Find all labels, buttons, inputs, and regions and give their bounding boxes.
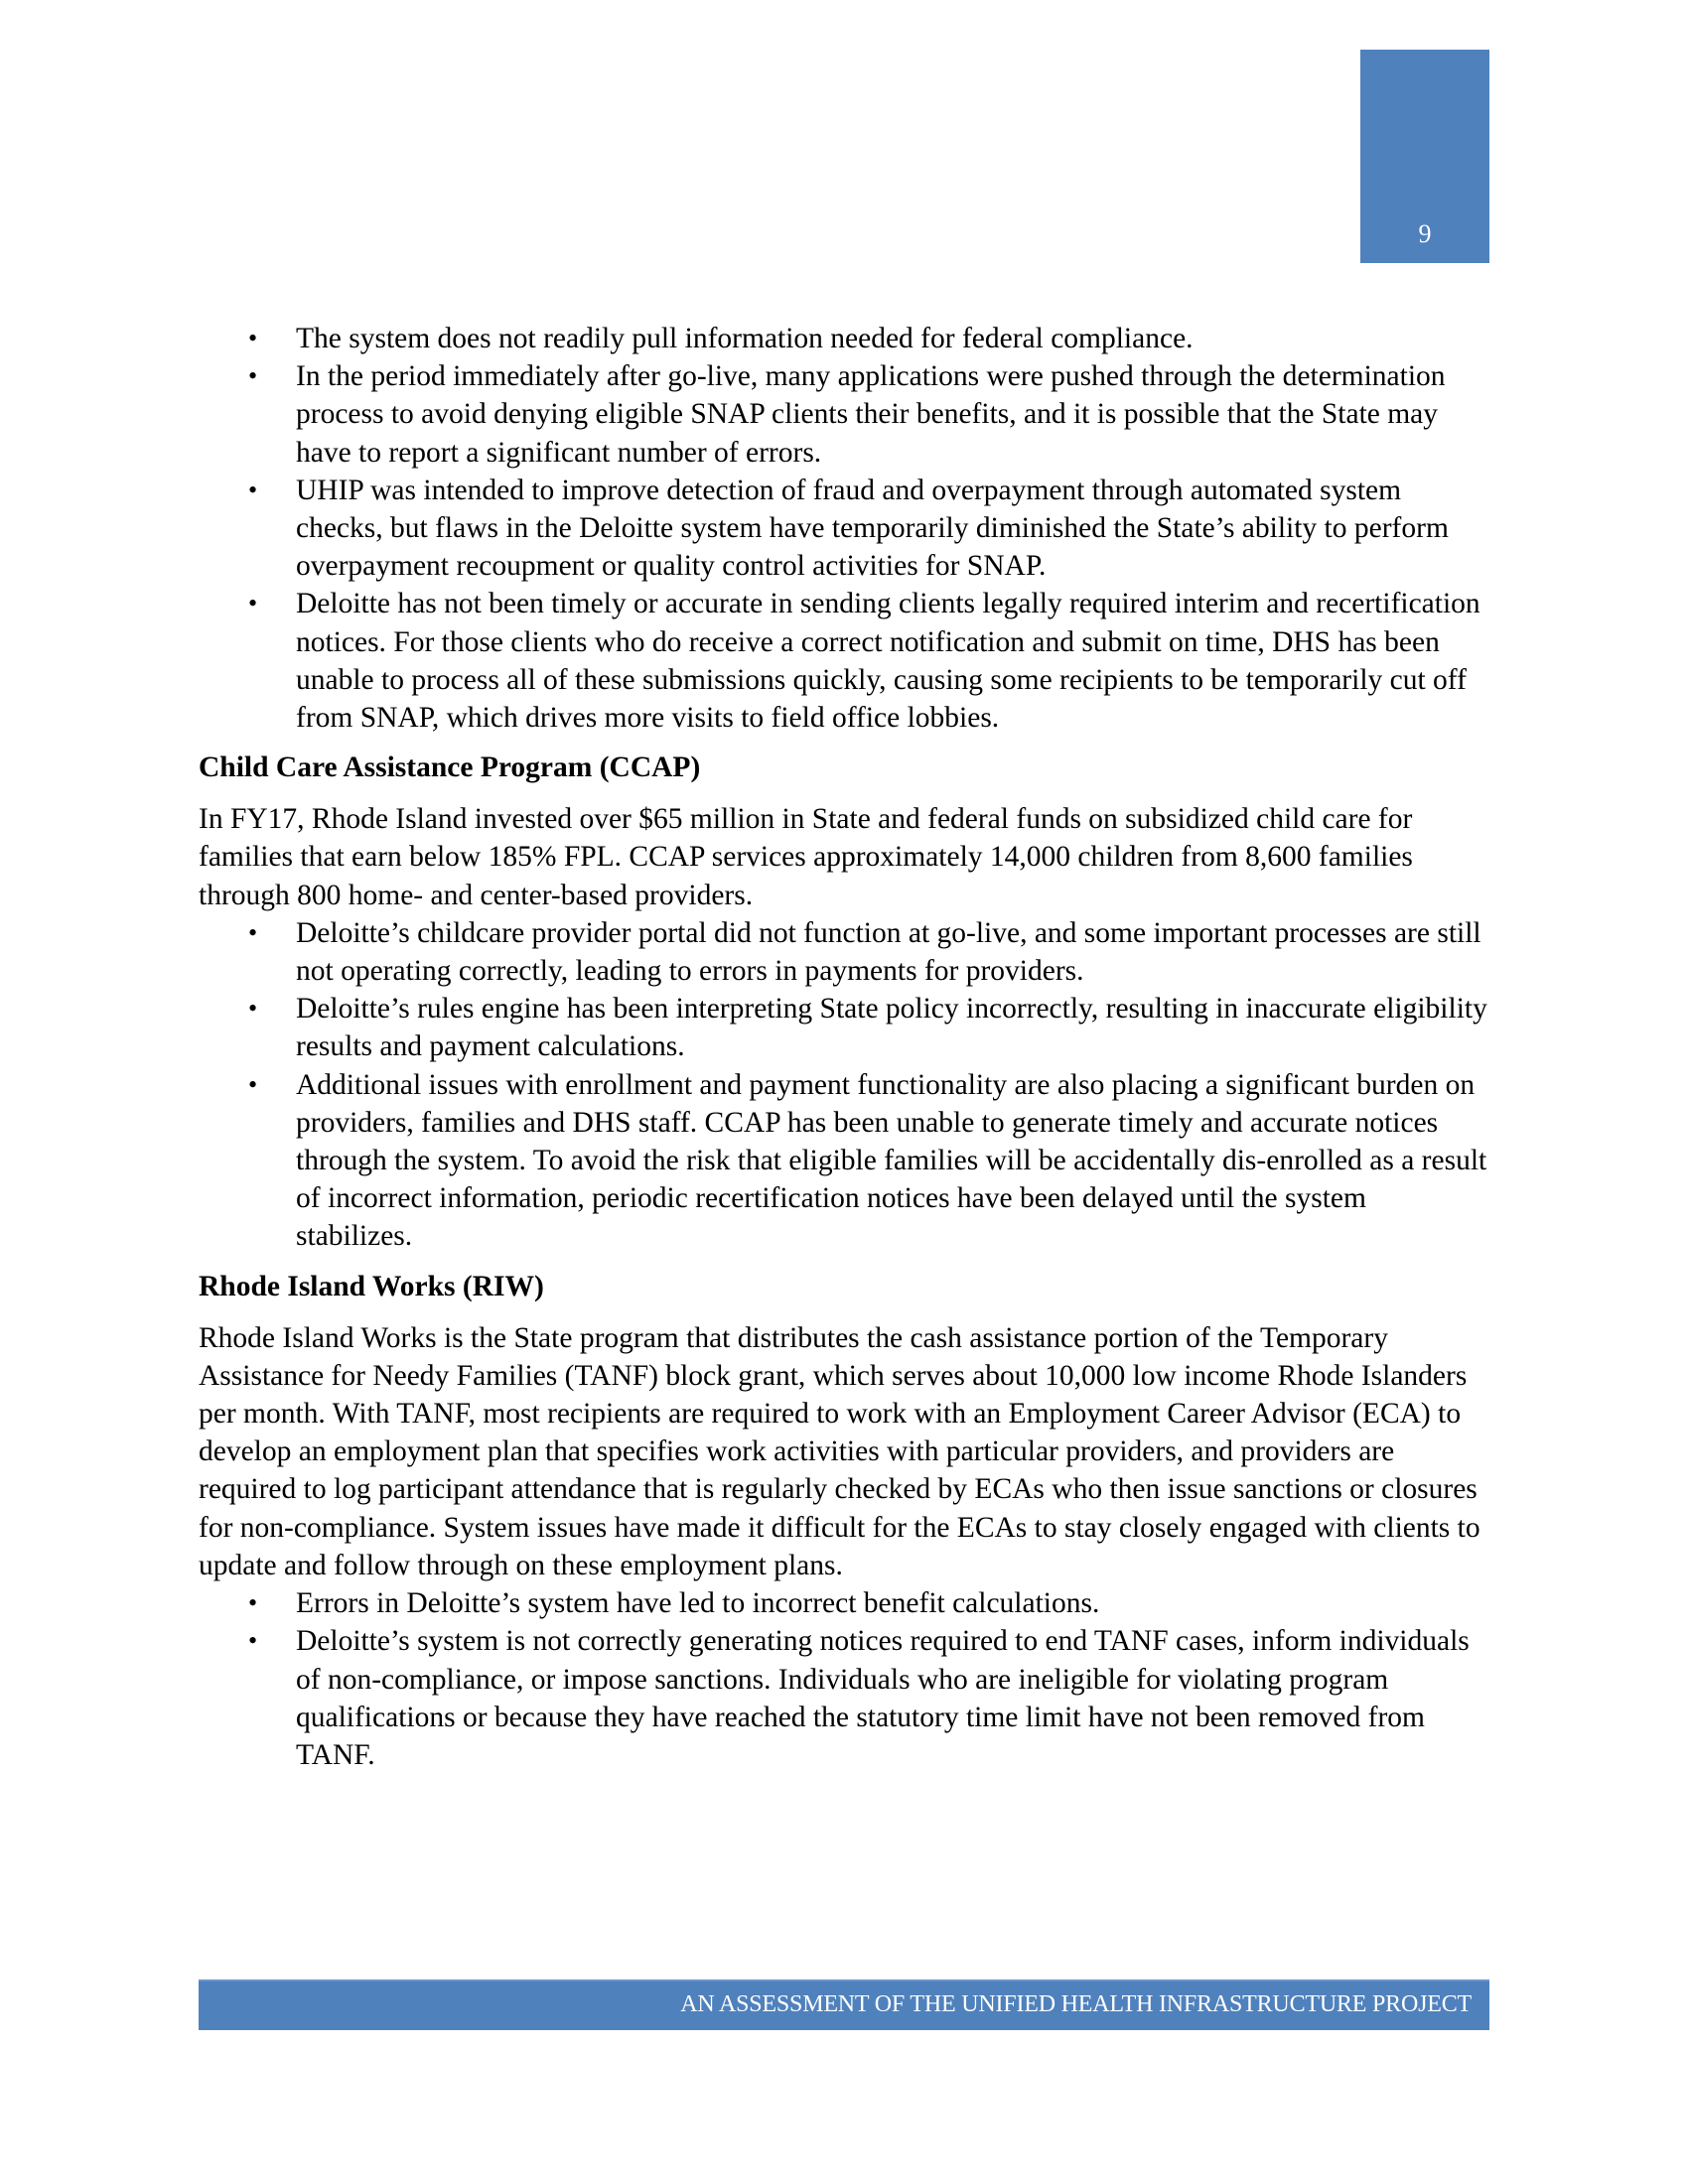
list-item	[199, 1584, 1489, 1622]
bullet-icon: •	[248, 1069, 258, 1099]
list-item-text: Errors in Deloitte’s system have led to incorrect benefit calculations.	[296, 1587, 1100, 1620]
footer-bar	[199, 1979, 1489, 2030]
bullet-icon: •	[248, 1588, 258, 1618]
bullet-icon: •	[248, 475, 258, 504]
list-item	[199, 1066, 1489, 1256]
page-number: 9	[1418, 219, 1432, 248]
bullet-icon: •	[248, 1626, 258, 1656]
list-item	[199, 990, 1489, 1065]
riw-heading: Rhode Island Works (RIW)	[199, 1270, 544, 1302]
ccap-paragraph: In FY17, Rhode Island invested over $65 million in State and federal funds on subsidized child care for families that earn below 185% FPL. CCAP services approximately 14,000 children from 8,600 families through 800 home- and center-based providers.	[199, 803, 1413, 911]
bullet-icon: •	[248, 324, 258, 352]
list-item-text: Deloitte’s rules engine has been interpreting State policy incorrectly, resulting in inaccurate eligibility results and payment calculations.	[296, 993, 1487, 1063]
list-item	[199, 357, 1489, 472]
bullet-icon: •	[248, 361, 258, 391]
snap-bullet-list	[199, 320, 1489, 737]
ccap-bullet-list	[199, 914, 1489, 1256]
list-item-text: Deloitte’s system is not correctly generating notices required to end TANF cases, inform individuals of non-compliance, or impose sanctions. Individuals who are ineligible for violating program qualifications or because they have reached the statutory time limit have not been removed from TANF.	[296, 1625, 1470, 1771]
list-item-text: Deloitte has not been timely or accurate in sending clients legally required interim and recertification notices. For those clients who do receive a correct notification and submit on time, DHS has been unable to process all of these submissions quickly, causing some recipients to be temporarily cut off from SNAP, which drives more visits to field office lobbies.	[296, 588, 1480, 735]
bullet-icon: •	[248, 994, 258, 1024]
riw-paragraph: Rhode Island Works is the State program that distributes the cash assistance portion of the Temporary Assistance for Needy Families (TANF) block grant, which serves about 10,000 low income Rhode Islanders per month. With TANF, most recipients are required to work with an Employment Career Advisor (ECA) to develop an employment plan that specifies work activities with particular providers, and providers are required to log participant attendance that is regularly checked by ECAs who then issue sanctions or closures for non-compliance. System issues have made it difficult for the ECAs to stay closely engaged with clients to update and follow through on these employment plans.	[199, 1321, 1480, 1581]
list-item	[199, 472, 1489, 586]
bullet-icon: •	[248, 589, 258, 618]
list-item	[199, 585, 1489, 737]
footer-title: AN ASSESSMENT OF THE UNIFIED HEALTH INFRASTRUCTURE PROJECT	[680, 1991, 1472, 2017]
list-item-text: In the period immediately after go-live, many applications were pushed through the determination process to avoid denying eligible SNAP clients their benefits, and it is possible that the State may have to report a significant number of errors.	[296, 360, 1446, 469]
list-item-text: UHIP was intended to improve detection of fraud and overpayment through automated system checks, but flaws in the Deloitte system have temporarily diminished the State’s ability to perform overpayment recoupment or quality control activities for SNAP.	[296, 474, 1449, 583]
riw-bullet-list	[199, 1584, 1489, 1774]
list-item	[199, 1622, 1489, 1774]
list-item-text: The system does not readily pull information needed for federal compliance.	[296, 323, 1194, 354]
list-item-text: Deloitte’s childcare provider portal did not function at go-live, and some important processes are still not operating correctly, leading to errors in payments for providers.	[296, 916, 1481, 988]
bullet-icon: •	[248, 917, 258, 947]
ccap-heading: Child Care Assistance Program (CCAP)	[199, 751, 701, 784]
page-content	[199, 320, 1489, 1774]
list-item	[199, 320, 1489, 357]
list-item-text: Additional issues with enrollment and payment functionality are also placing a significant burden on providers, families and DHS staff. CCAP has been unable to generate timely and accurate notices through the system. To avoid the risk that eligible families will be accidentally dis-enrolled as a result of incorrect information, periodic recertification notices have been delayed until the system stabilizes.	[296, 1068, 1487, 1253]
page-number-box	[1360, 50, 1489, 263]
list-item	[199, 914, 1489, 990]
